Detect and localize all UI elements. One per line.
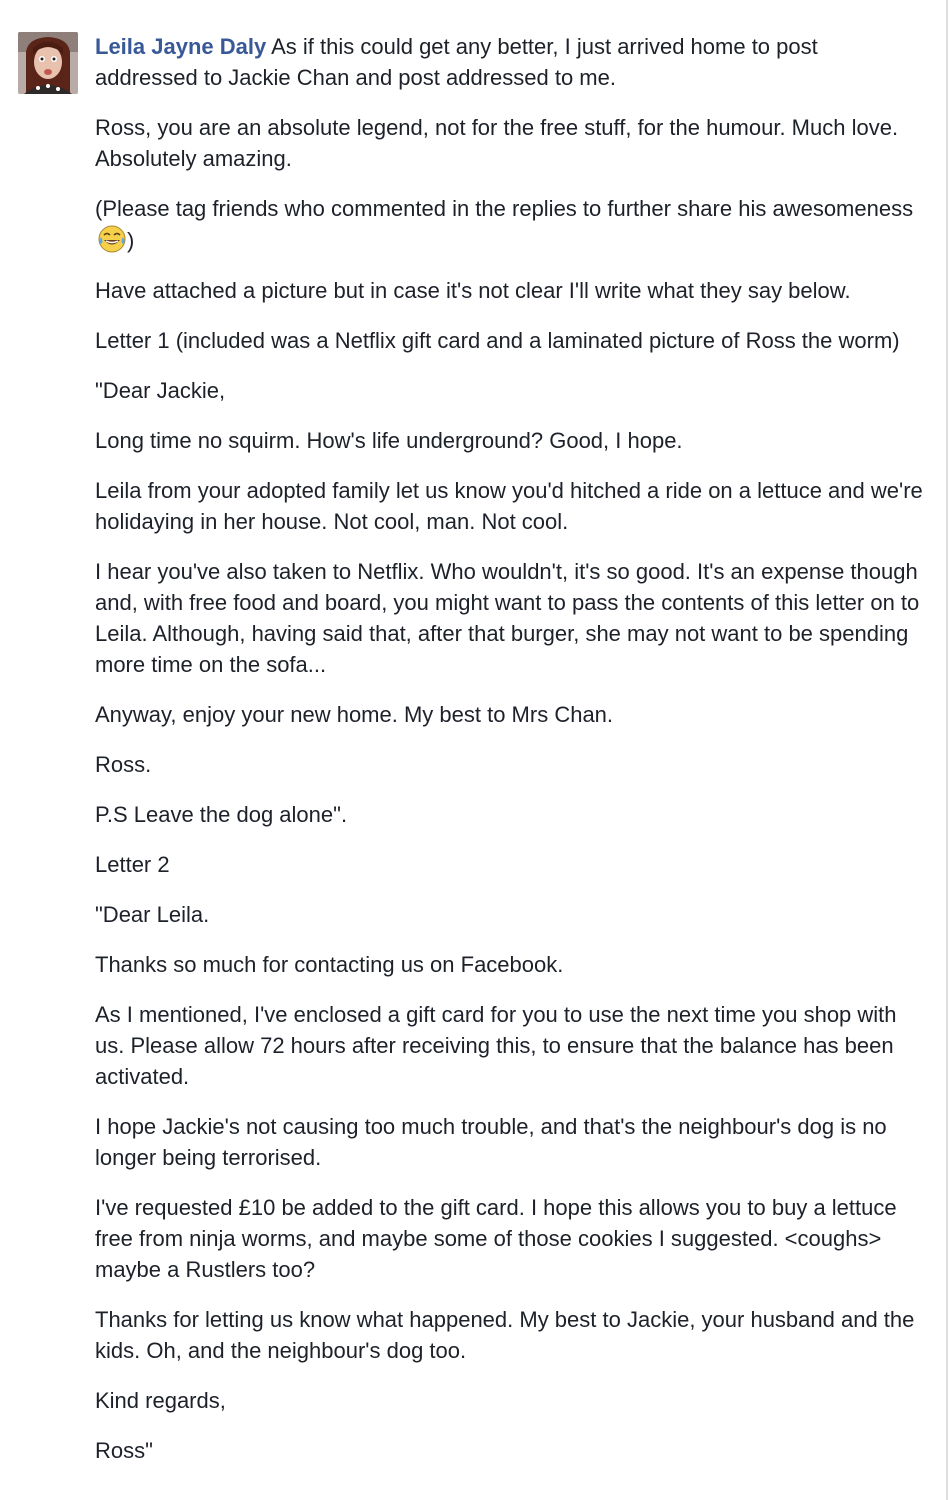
comment-paragraph: "Dear Leila. bbox=[95, 902, 210, 927]
comment-paragraph: I've requested £10 be added to the gift card. I hope this allows you to buy a lettuce free from ninja worms, and maybe some of those cookies I suggested. <coughs> maybe a Rustlers too? bbox=[95, 1195, 897, 1282]
comment-paragraph: Thanks so much for contacting us on Facebook. bbox=[95, 952, 564, 977]
comment-body bbox=[95, 31, 925, 1485]
comment-paragraph: Thanks for letting us know what happened. My best to Jackie, your husband and the kids. Oh, and the neighbour's dog too. bbox=[95, 1307, 915, 1363]
comment-paragraph: I hope Jackie's not causing too much trouble, and that's the neighbour's dog is no longer being terrorised. bbox=[95, 1114, 887, 1170]
comment-paragraph: Ross. bbox=[95, 752, 152, 777]
comment-paragraph: I hear you've also taken to Netflix. Who wouldn't, it's so good. It's an expense though and, with free food and board, you might want to pass the contents of this letter on to Leila. Although, having said that, after that burger, she may not want to be spending more time on the sofa... bbox=[95, 559, 920, 677]
profile-photo-icon bbox=[18, 32, 78, 94]
comment-paragraph: Leila from your adopted family let us know you'd hitched a ride on a lettuce and we're holidaying in her house. Not cool, man. Not cool. bbox=[95, 478, 923, 534]
comment-paragraph: "Dear Jackie, bbox=[95, 378, 226, 403]
comment-paragraph: Long time no squirm. How's life underground? Good, I hope. bbox=[95, 428, 683, 453]
author-name-link[interactable]: Leila Jayne Daly bbox=[95, 34, 267, 59]
author-avatar[interactable] bbox=[18, 32, 78, 94]
comment-paragraph: Ross, you are an absolute legend, not for the free stuff, for the humour. Much love. Absolutely amazing. bbox=[95, 115, 899, 171]
comment-text: (Please tag friends who commented in the replies to further share his awesomeness bbox=[95, 196, 914, 221]
tears-of-joy-emoji-icon bbox=[97, 224, 127, 254]
comment-text: As if this could get any better, I just arrived home to post addressed to Jackie Chan and post addressed to me. bbox=[95, 34, 818, 90]
comment-paragraph: Have attached a picture but in case it's not clear I'll write what they say below. bbox=[95, 278, 851, 303]
comment-paragraph: Anyway, enjoy your new home. My best to Mrs Chan. bbox=[95, 702, 614, 727]
comment-paragraph bbox=[95, 193, 925, 256]
comment-paragraph: Letter 2 bbox=[95, 852, 170, 877]
comment-paragraph bbox=[95, 31, 925, 93]
comment-paragraph: Ross" bbox=[95, 1438, 153, 1463]
comment-text: ) bbox=[127, 228, 135, 253]
comment-paragraph: Kind regards, bbox=[95, 1388, 226, 1413]
comment-paragraph: P.S Leave the dog alone". bbox=[95, 802, 348, 827]
comment-paragraph: Letter 1 (included was a Netflix gift card and a laminated picture of Ross the worm) bbox=[95, 328, 900, 353]
comment-paragraph: As I mentioned, I've enclosed a gift card for you to use the next time you shop with us. Please allow 72 hours after receiving this, to ensure that the balance has been activated. bbox=[95, 1002, 897, 1089]
